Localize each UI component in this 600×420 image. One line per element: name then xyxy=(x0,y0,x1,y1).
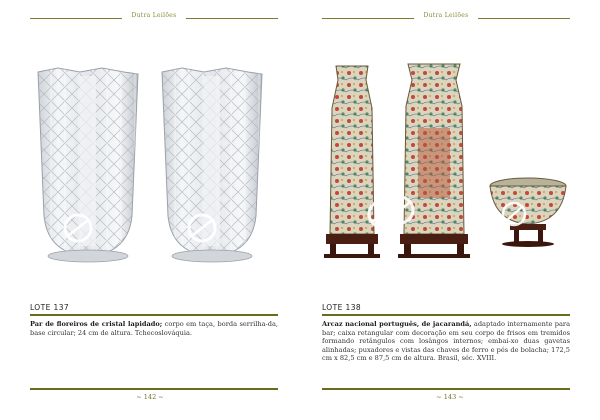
lot-details: corpo em taça, borda serrilha-da, base circular; 24 cm de altura. Tchecoslováquia. xyxy=(30,320,278,337)
lot-title: Arcaz nacional português, de jacarandá, xyxy=(322,320,472,328)
left-header xyxy=(30,12,278,24)
vase-two xyxy=(387,64,470,258)
header-brand: Dutra Leilões xyxy=(423,12,469,19)
lot-number: LOTE 138 xyxy=(322,303,362,312)
header-rule-right xyxy=(478,18,570,19)
lot-rule xyxy=(322,314,570,316)
lot-description xyxy=(322,320,570,363)
right-header xyxy=(322,12,570,24)
crystal-vases-photo xyxy=(30,66,280,266)
footer-rule xyxy=(322,388,570,390)
vase-one xyxy=(324,66,395,258)
porcelain-vases-photo xyxy=(322,58,578,268)
page-number: ~ 143 ~ xyxy=(436,393,464,401)
lot-rule xyxy=(30,314,278,316)
lot-details: adaptado internamente para bar; caixa retangular com decoração em seu corpo de frisos em tremidos formando retângulos com losângos internos; embai-xo duas gavetas alinhadas; puxadores e vistas das chaves de ferro e pés de bolacha; 172,5 cm x 82,5 cm e 87,5 cm de altura. Brasil, séc. XVIII. xyxy=(322,320,570,363)
page-number: ~ 142 ~ xyxy=(136,393,164,401)
right-page xyxy=(300,0,600,420)
vase-left xyxy=(38,68,138,262)
bowl xyxy=(490,178,566,247)
vase-right xyxy=(162,68,262,262)
lot-title: Par de floreiros de cristal lapidado; xyxy=(30,320,163,328)
lot-description xyxy=(30,320,278,337)
footer-rule xyxy=(30,388,278,390)
header-rule-right xyxy=(186,18,278,19)
lot-number: LOTE 137 xyxy=(30,303,70,312)
header-brand: Dutra Leilões xyxy=(131,12,177,19)
